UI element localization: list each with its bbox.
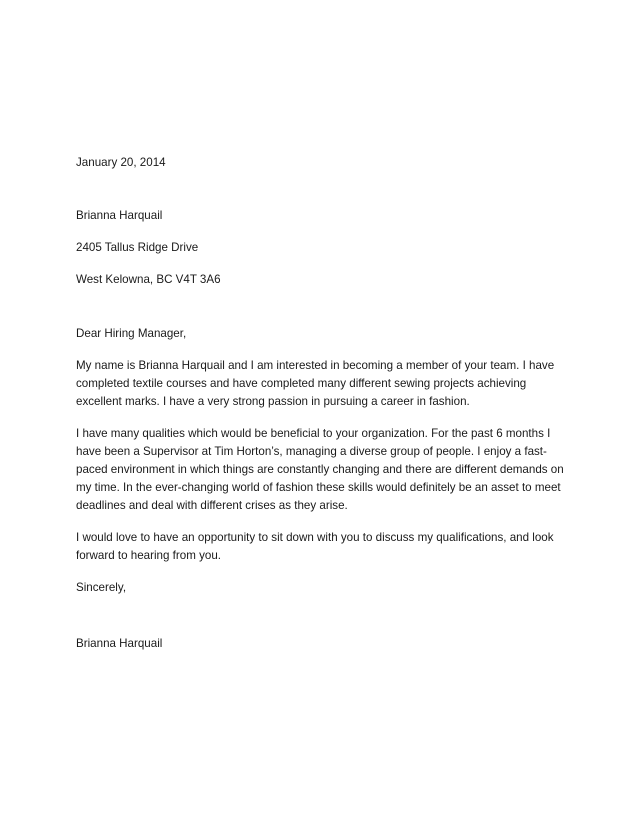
paragraph-line: excellent marks. I have a very strong passion in pursuing a career in fashion.: [76, 395, 470, 408]
closing: Sincerely,: [76, 581, 127, 594]
body-paragraph-qualities: [76, 425, 576, 515]
sender-city: West Kelowna, BC V4T 3A6: [76, 273, 221, 286]
salutation: Dear Hiring Manager,: [76, 327, 187, 340]
signature-name: Brianna Harquail: [76, 637, 163, 650]
paragraph-line: my time. In the ever-changing world of fashion these skills would definitely be an asset to meet: [76, 481, 561, 494]
body-paragraph-intro: [76, 357, 576, 411]
paragraph-line: have been a Supervisor at Tim Horton’s, managing a diverse group of people. I enjoy a fast-: [76, 445, 547, 458]
paragraph-line: paced environment in which things are constantly changing and there are different demands on: [76, 463, 564, 476]
cover-letter: [76, 154, 576, 653]
paragraph-line: forward to hearing from you.: [76, 549, 221, 562]
body-paragraph-closing: [76, 529, 576, 565]
paragraph-line: deadlines and deal with different crises as they arise.: [76, 499, 348, 512]
sender-street: 2405 Tallus Ridge Drive: [76, 241, 199, 254]
sender-name: Brianna Harquail: [76, 209, 163, 222]
paragraph-line: I would love to have an opportunity to sit down with you to discuss my qualifications, and look: [76, 531, 554, 544]
paragraph-line: completed textile courses and have completed many different sewing projects achieving: [76, 377, 527, 390]
paragraph-line: My name is Brianna Harquail and I am interested in becoming a member of your team. I have: [76, 359, 555, 372]
paragraph-line: I have many qualities which would be beneficial to your organization. For the past 6 months I: [76, 427, 551, 440]
letter-date: January 20, 2014: [76, 156, 166, 169]
